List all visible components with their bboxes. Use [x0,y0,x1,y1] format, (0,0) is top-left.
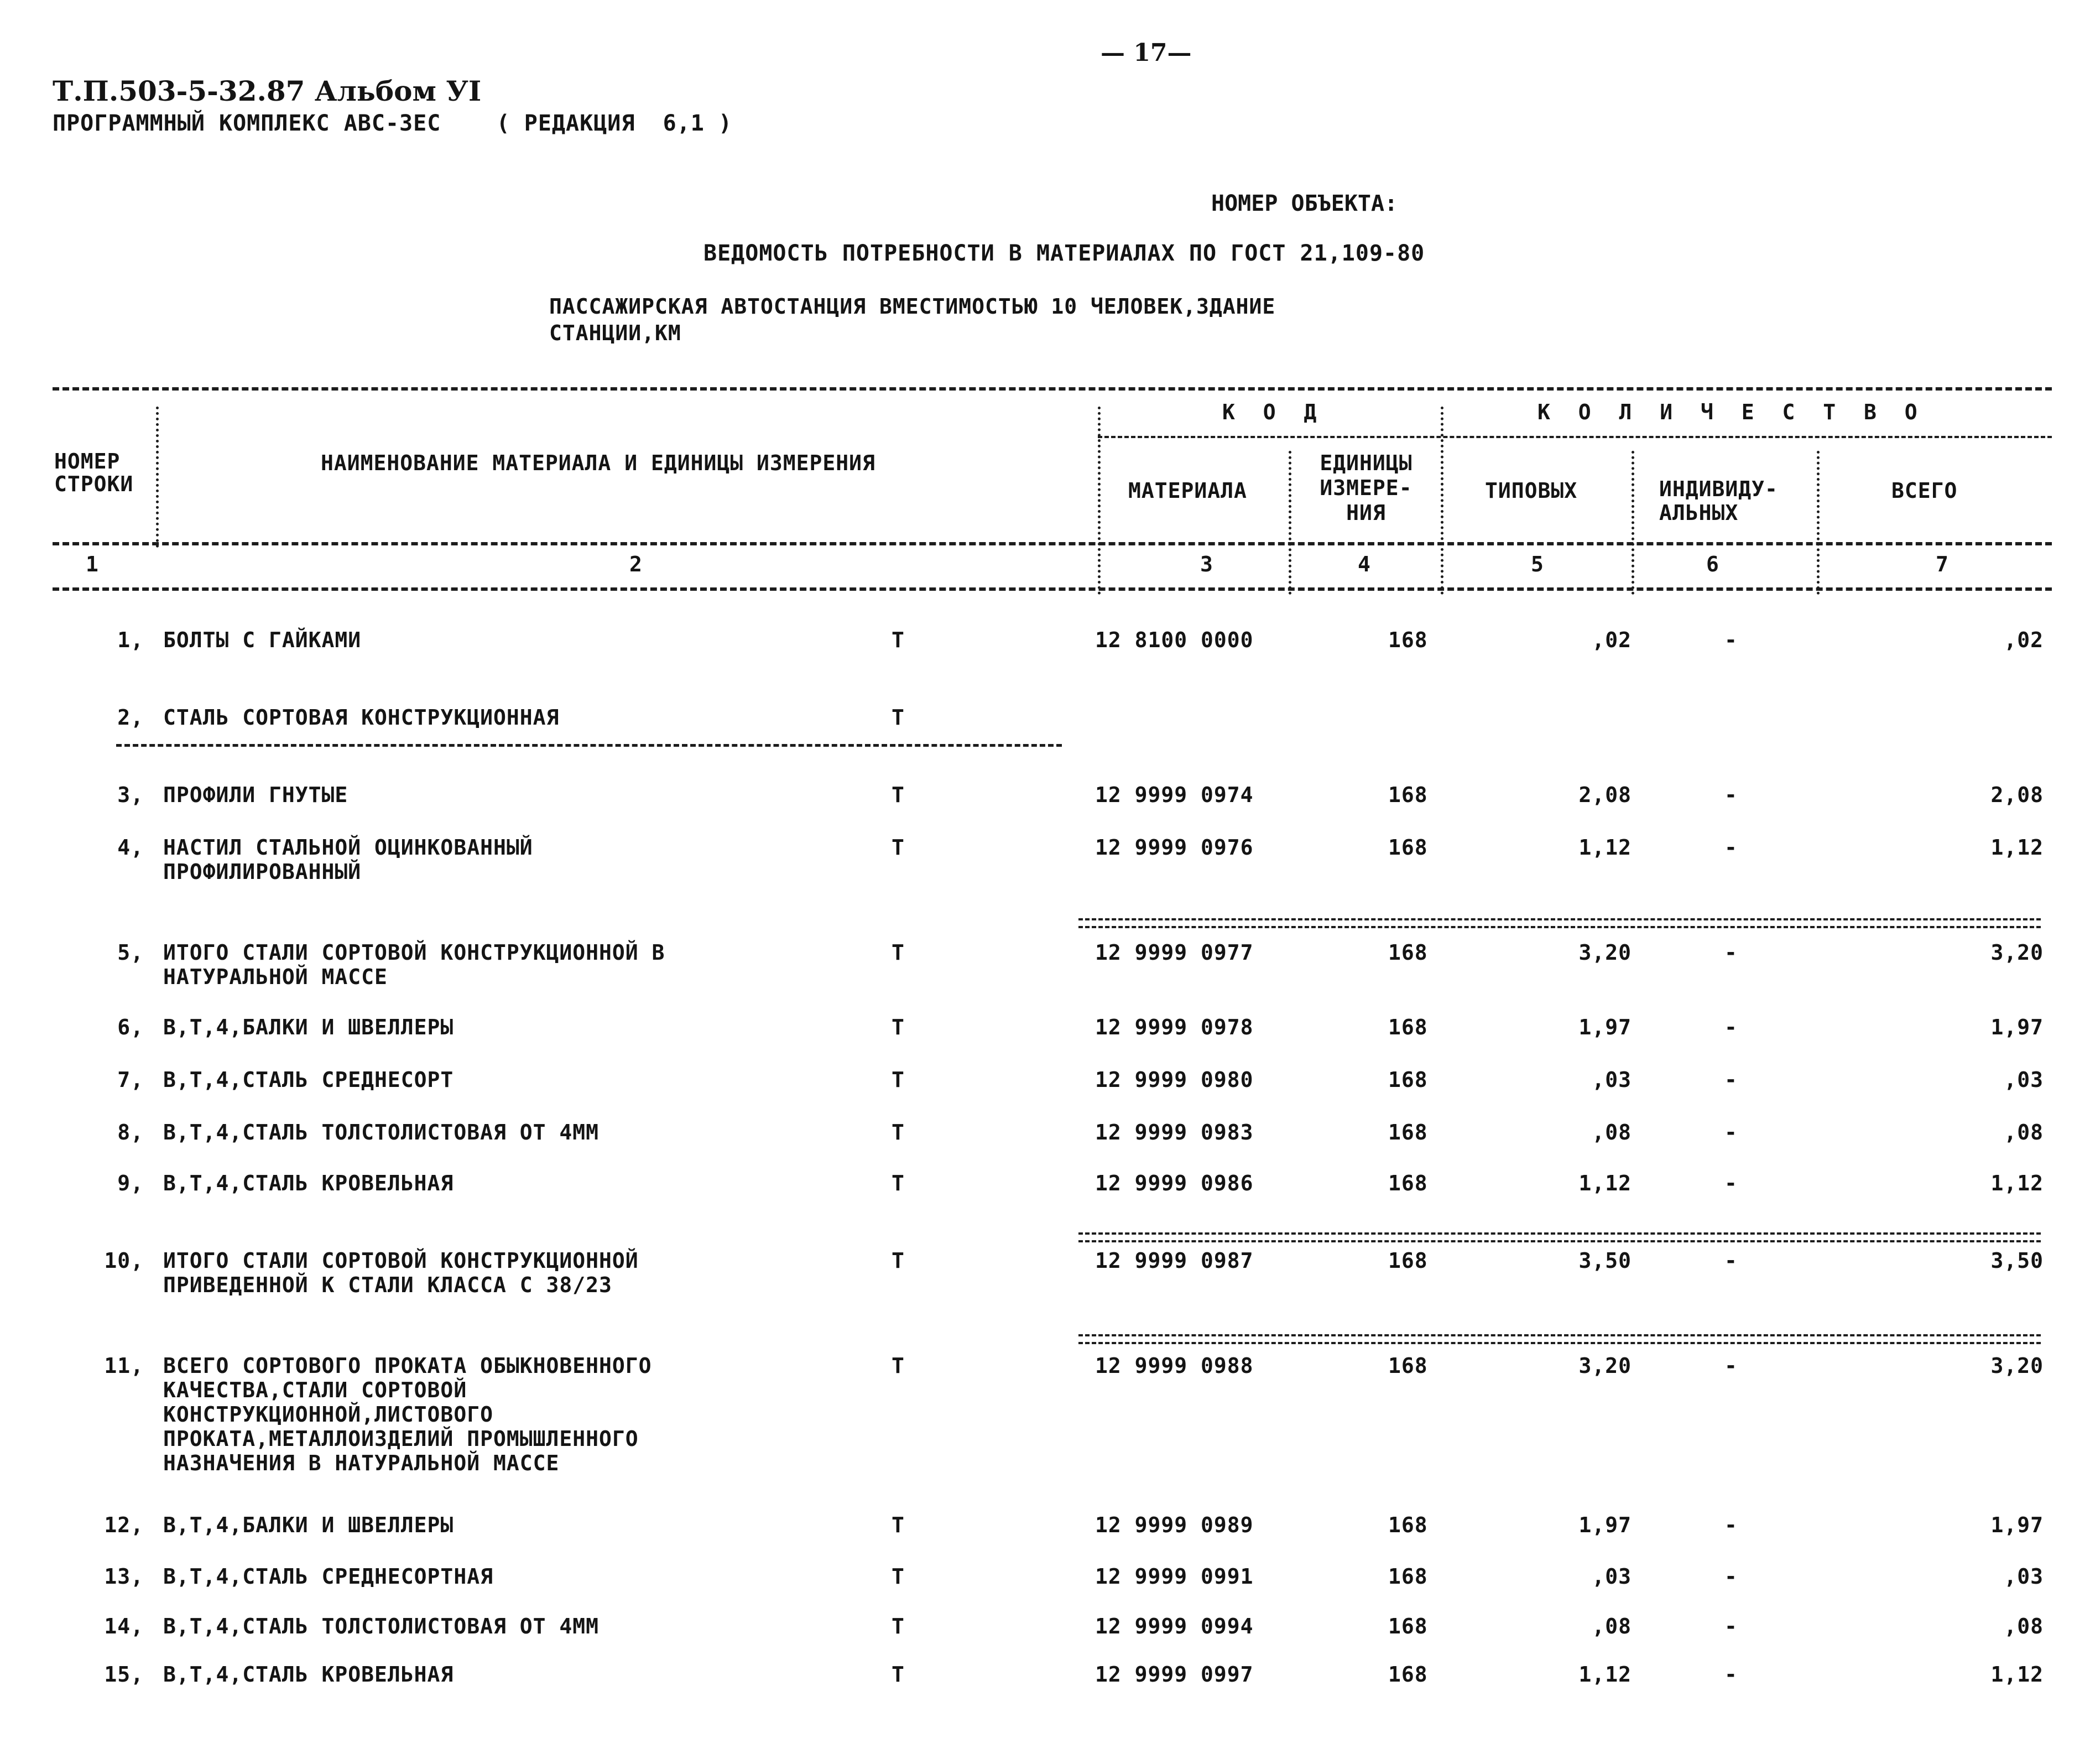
header-group-rule [1098,436,2052,438]
material-code: 12 9999 0986 [1095,1171,1254,1195]
unit-symbol: Т [892,1354,905,1378]
header-material-name: НАИМЕНОВАНИЕ МАТЕРИАЛА И ЕДИНИЦЫ ИЗМЕРЕНИЯ [321,451,875,475]
row-number: 15, [104,1662,144,1687]
typical-quantity: ,08 [1592,1120,1632,1144]
total-quantity: 3,20 [1990,1354,2044,1378]
table-top-rule [53,387,2052,391]
column-number: 7 [1936,552,1948,576]
unit-code: 168 [1388,1564,1428,1589]
total-quantity: 1,12 [1990,1171,2044,1195]
column-numbers-rule [53,587,2052,591]
unit-code: 168 [1388,1015,1428,1039]
row-number: 5, [117,940,144,965]
total-quantity: ,08 [2004,1614,2044,1638]
header-unit-code: ЕДИНИЦЫ [1320,451,1413,475]
individual-quantity: - [1724,1248,1738,1273]
header-row-number: НОМЕР [54,449,121,473]
row-number: 3, [117,783,144,807]
total-quantity: ,03 [2004,1564,2044,1589]
unit-symbol: Т [892,628,905,652]
row-number: 6, [117,1015,144,1039]
subtotal-rule [1078,1334,2041,1344]
column-number: 3 [1200,552,1213,576]
total-quantity: 3,50 [1990,1248,2044,1273]
row-number: 12, [104,1513,144,1537]
unit-symbol: Т [892,783,905,807]
material-code: 12 9999 0991 [1095,1564,1254,1589]
material-name: В,Т,4,БАЛКИ И ШВЕЛЛЕРЫ [163,1513,454,1537]
material-name: ИТОГО СТАЛИ СОРТОВОЙ КОНСТРУКЦИОННОЙ [163,1248,639,1273]
row-number: 8, [117,1120,144,1144]
typical-quantity: ,03 [1592,1564,1632,1589]
unit-symbol: Т [892,1120,905,1144]
total-quantity: 1,12 [1990,1662,2044,1687]
project-title-line: СТАНЦИИ,КМ [549,321,681,345]
individual-quantity: - [1724,1171,1738,1195]
typical-quantity: 3,20 [1578,940,1632,965]
row-number: 14, [104,1614,144,1638]
unit-code: 168 [1388,1662,1428,1687]
material-code: 12 9999 0997 [1095,1662,1254,1687]
unit-code: 168 [1388,1614,1428,1638]
material-name: КАЧЕСТВА,СТАЛИ СОРТОВОЙ [163,1378,467,1402]
unit-symbol: Т [892,1171,905,1195]
header-bottom-rule [53,542,2052,545]
unit-code: 168 [1388,1513,1428,1537]
material-name: В,Т,4,БАЛКИ И ШВЕЛЛЕРЫ [163,1015,454,1039]
header-typical: ТИПОВЫХ [1485,478,1578,503]
individual-quantity: - [1724,1354,1738,1378]
typical-quantity: 2,08 [1578,783,1632,807]
material-name: НАСТИЛ СТАЛЬНОЙ ОЦИНКОВАННЫЙ [163,835,533,860]
row-number: 10, [104,1248,144,1273]
unit-symbol: Т [892,1564,905,1589]
section-underline [116,744,1062,747]
individual-quantity: - [1724,835,1738,860]
column-number: 5 [1531,552,1544,576]
individual-quantity: - [1724,1120,1738,1144]
material-code: 12 9999 0988 [1095,1354,1254,1378]
unit-symbol: Т [892,1015,905,1039]
total-quantity: 3,20 [1990,940,2044,965]
row-number: 1, [117,628,144,652]
column-number: 6 [1706,552,1719,576]
unit-symbol: Т [892,1662,905,1687]
individual-quantity: - [1724,1068,1738,1092]
typical-quantity: 1,12 [1578,1171,1632,1195]
unit-code: 168 [1388,835,1428,860]
row-number: 9, [117,1171,144,1195]
material-name: ПРОФИЛИРОВАННЫЙ [163,860,362,884]
column-separator [1098,407,1101,595]
material-name: В,Т,4,СТАЛЬ КРОВЕЛЬНАЯ [163,1171,454,1195]
header-individual: ИНДИВИДУ- [1659,477,1778,501]
unit-symbol: Т [892,940,905,965]
header-quantity-group: К О Л И Ч Е С Т В О [1537,400,1925,424]
material-code: 12 8100 0000 [1095,628,1254,652]
total-quantity: 2,08 [1990,783,2044,807]
material-name: ПРИВЕДЕННОЙ К СТАЛИ КЛАССА С 38/23 [163,1273,612,1297]
typical-quantity: 3,50 [1578,1248,1632,1273]
material-name: БОЛТЫ С ГАЙКАМИ [163,628,362,652]
typical-quantity: 1,97 [1578,1513,1632,1537]
typical-quantity: ,02 [1592,628,1632,652]
individual-quantity: - [1724,1662,1738,1687]
unit-code: 168 [1388,1068,1428,1092]
material-name: В,Т,4,СТАЛЬ СРЕДНЕСОРТ [163,1068,454,1092]
material-name: В,Т,4,СТАЛЬ КРОВЕЛЬНАЯ [163,1662,454,1687]
row-number: 11, [104,1354,144,1378]
document-code: Т.П.503-5-32.87 Альбом УI [53,75,482,107]
unit-symbol: Т [892,705,905,730]
column-number: 4 [1358,552,1370,576]
unit-symbol: Т [892,1614,905,1638]
object-number-label: НОМЕР ОБЪЕКТА: [1211,191,1398,216]
page-number: — 17— [1101,39,1192,67]
column-separator [156,407,159,548]
material-name: ИТОГО СТАЛИ СОРТОВОЙ КОНСТРУКЦИОННОЙ В [163,940,665,965]
column-number: 1 [86,552,98,576]
material-name: ПРОФИЛИ ГНУТЫЕ [163,783,348,807]
row-number: 2, [117,705,144,730]
individual-quantity: - [1724,1513,1738,1537]
typical-quantity: 1,12 [1578,1662,1632,1687]
header-code-group: К О Д [1222,400,1325,424]
total-quantity: 1,97 [1990,1015,2044,1039]
column-separator [1817,451,1820,595]
unit-code: 168 [1388,1120,1428,1144]
material-code: 12 9999 0974 [1095,783,1254,807]
row-number: 13, [104,1564,144,1589]
column-separator [1632,451,1634,595]
unit-code: 168 [1388,628,1428,652]
row-number: 4, [117,835,144,860]
column-separator [1289,451,1291,595]
column-separator [1441,407,1443,595]
individual-quantity: - [1724,1015,1738,1039]
material-code: 12 9999 0977 [1095,940,1254,965]
unit-code: 168 [1388,783,1428,807]
header-material-code: МАТЕРИАЛА [1128,478,1247,503]
material-name: ВСЕГО СОРТОВОГО ПРОКАТА ОБЫКНОВЕННОГО [163,1354,652,1378]
total-quantity: 1,12 [1990,835,2044,860]
unit-code: 168 [1388,1248,1428,1273]
material-name: КОНСТРУКЦИОННОЙ,ЛИСТОВОГО [163,1402,493,1427]
unit-code: 168 [1388,940,1428,965]
material-name: В,Т,4,СТАЛЬ СРЕДНЕСОРТНАЯ [163,1564,493,1589]
header-row-number: СТРОКИ [54,472,134,496]
material-code: 12 9999 0983 [1095,1120,1254,1144]
individual-quantity: - [1724,1564,1738,1589]
material-code: 12 9999 0989 [1095,1513,1254,1537]
header-unit-code: НИЯ [1346,501,1386,525]
header-individual: АЛЬНЫХ [1659,501,1739,525]
material-name: ПРОКАТА,МЕТАЛЛОИЗДЕЛИЙ ПРОМЫШЛЕННОГО [163,1427,639,1451]
header-total: ВСЕГО [1891,478,1958,503]
total-quantity: ,03 [2004,1068,2044,1092]
subtotal-rule [1078,1232,2041,1242]
typical-quantity: ,03 [1592,1068,1632,1092]
unit-code: 168 [1388,1354,1428,1378]
program-line: ПРОГРАММНЫЙ КОМПЛЕКС АВС-3ЕС ( РЕДАКЦИЯ 6,1 ) [53,111,733,136]
material-name: НАЗНАЧЕНИЯ В НАТУРАЛЬНОЙ МАССЕ [163,1451,560,1475]
unit-code: 168 [1388,1171,1428,1195]
individual-quantity: - [1724,940,1738,965]
individual-quantity: - [1724,1614,1738,1638]
total-quantity: 1,97 [1990,1513,2044,1537]
statement-title: ВЕДОМОСТЬ ПОТРЕБНОСТИ В МАТЕРИАЛАХ ПО ГОСТ 21,109-80 [703,241,1425,266]
typical-quantity: ,08 [1592,1614,1632,1638]
material-code: 12 9999 0976 [1095,835,1254,860]
unit-symbol: Т [892,1248,905,1273]
unit-symbol: Т [892,835,905,860]
material-name: НАТУРАЛЬНОЙ МАССЕ [163,965,388,989]
typical-quantity: 1,12 [1578,835,1632,860]
header-unit-code: ИЗМЕРЕ- [1320,476,1413,500]
material-code: 12 9999 0987 [1095,1248,1254,1273]
total-quantity: ,08 [2004,1120,2044,1144]
typical-quantity: 1,97 [1578,1015,1632,1039]
project-title-line: ПАССАЖИРСКАЯ АВТОСТАНЦИЯ ВМЕСТИМОСТЬЮ 10 ЧЕЛОВЕК,ЗДАНИЕ [549,294,1276,319]
individual-quantity: - [1724,628,1738,652]
subtotal-rule [1078,918,2041,928]
unit-symbol: Т [892,1513,905,1537]
material-name: В,Т,4,СТАЛЬ ТОЛСТОЛИСТОВАЯ ОТ 4ММ [163,1614,599,1638]
total-quantity: ,02 [2004,628,2044,652]
column-number: 2 [629,552,642,576]
individual-quantity: - [1724,783,1738,807]
material-code: 12 9999 0980 [1095,1068,1254,1092]
unit-symbol: Т [892,1068,905,1092]
material-code: 12 9999 0978 [1095,1015,1254,1039]
material-code: 12 9999 0994 [1095,1614,1254,1638]
row-number: 7, [117,1068,144,1092]
material-name: СТАЛЬ СОРТОВАЯ КОНСТРУКЦИОННАЯ [163,705,560,730]
material-name: В,Т,4,СТАЛЬ ТОЛСТОЛИСТОВАЯ ОТ 4ММ [163,1120,599,1144]
typical-quantity: 3,20 [1578,1354,1632,1378]
